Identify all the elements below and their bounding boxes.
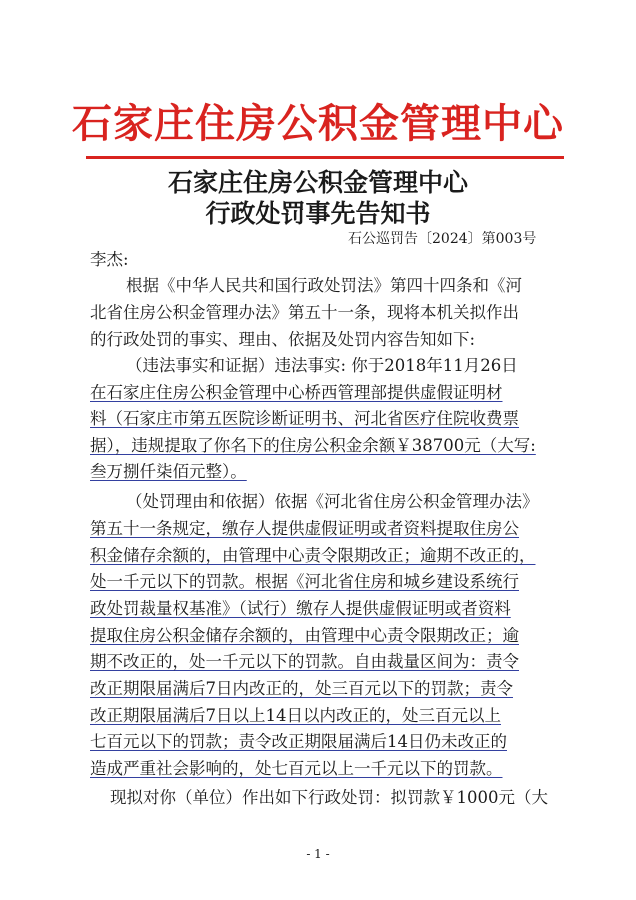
body-line: 七百元以下的罚款；责令改正期限届满后14日仍未改正的 [90, 732, 507, 751]
recipient-name: 李杰: [90, 250, 129, 269]
page-number: - 1 - [306, 847, 330, 861]
body-line: 现拟对你（单位）作出如下行政处罚：拟罚款￥1000元（大 [110, 788, 548, 807]
body-line: 在石家庄住房公积金管理中心桥西管理部提供虚假证明材 [90, 383, 503, 402]
body-line: 根据《中华人民共和国行政处罚法》第四十四条和《河 [126, 276, 522, 295]
body-line: 料（石家庄市第五医院诊断证明书、河北省医疗住院收费票 [90, 409, 519, 428]
document-title-line-2: 行政处罚事先告知书 [205, 199, 431, 228]
body-line: 政处罚裁量权基准》（试行）缴存人提供虚假证明或者资料 [90, 599, 511, 618]
body-line: 改正期限届满后7日内改正的，处三百元以下的罚款；责令 [90, 679, 513, 698]
body-line: 据），违规提取了你名下的住房公积金余额￥38700元（大写: [90, 436, 536, 455]
body-line: 的行政处罚的事实、理由、依据及处罚内容告知如下: [90, 330, 476, 349]
body-line: 处一千元以下的罚款。根据《河北省住房和城乡建设系统行 [90, 572, 519, 591]
body-line: 北省住房公积金管理办法》第五十一条，现将本机关拟作出 [90, 303, 519, 322]
body-line: 造成严重社会影响的，处七百元以上一千元以下的罚款。 [90, 759, 503, 778]
body-line: （处罚理由和依据）依据《河北省住房公积金管理办法》 [126, 492, 539, 511]
body-line: 提取住房公积金储存余额的，由管理中心责令限期改正；逾 [90, 626, 519, 645]
body-line: 改正期限届满后7日以上14日以内改正的，处三百元以上 [90, 706, 501, 725]
body-line: （违法事实和证据）违法事实: 你于2018年11月26日 [126, 356, 518, 375]
document-title-line-1: 石家庄住房公积金管理中心 [167, 168, 468, 197]
letterhead-red-rule [86, 156, 564, 159]
document-number: 石公巡罚告〔2024〕第003号 [348, 231, 537, 247]
body-line: 叁万捌仟柒佰元整）。 [90, 462, 247, 481]
body-line: 积金储存余额的，由管理中心责令限期改正；逾期不改正的， [90, 546, 536, 565]
body-line: 第五十一条规定，缴存人提供虚假证明或者资料提取住房公 [90, 519, 519, 538]
letterhead-title: 石家庄住房公积金管理中心 [72, 100, 564, 147]
body-line: 期不改正的，处一千元以下的罚款。自由裁量区间为：责令 [90, 652, 519, 671]
